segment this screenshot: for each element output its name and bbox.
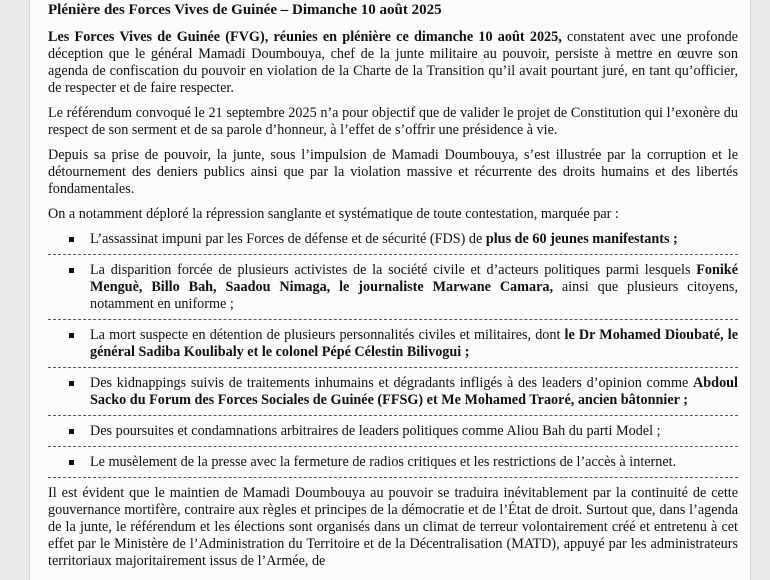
divider	[48, 367, 738, 369]
divider	[48, 477, 738, 479]
repression-list	[48, 231, 738, 479]
paragraph-3: Depuis sa prise de pouvoir, la junte, sous l’impulsion de Mamadi Doumbouya, s’est illustrée par la corruption et le détournement des deniers publics ainsi que par la violation massive et récurrente des droits humains et des libertés fondamentales.	[48, 147, 738, 197]
list-item: Le musèlement de la presse avec la fermeture de radios critiques et les restrictions de l’accès à internet.	[48, 454, 738, 471]
list-item: La disparition forcée de plusieurs activistes de la société civile et d’acteurs politiques parmi lesquels Foniké Menguè, Billo Bah, Saadou Nimaga, le journaliste Marwane Camara, ainsi que plusieurs citoyens, notamment en uniforme ;	[48, 262, 738, 313]
bullet-icon	[69, 460, 74, 465]
list-item: Des poursuites et condamnations arbitraires de leaders politiques comme Aliou Bah du parti Model ;	[48, 423, 738, 440]
list-item: Des kidnappings suivis de traitements inhumains et dégradants infligés à des leaders d’opinion comme Abdoul Sacko du Forum des Forces Sociales de Guinée (FFSG) et Me Mohamed Traoré, ancien bâtonnier ;	[48, 375, 738, 409]
paragraph-4: On a notamment déploré la répression sanglante et systématique de toute contestation, marquée par :	[48, 206, 619, 222]
bullet-icon	[69, 237, 74, 242]
divider	[48, 319, 738, 321]
paragraph-1	[48, 29, 738, 97]
bullet-icon	[69, 429, 74, 434]
divider	[48, 446, 738, 448]
document-title: Plénière des Forces Vives de Guinée – Dimanche 10 août 2025	[48, 2, 442, 18]
divider	[48, 415, 738, 417]
divider	[48, 254, 738, 256]
paragraph-1-text: constatent avec une profonde déception que le général Mamadi Doumbouya, chef de la junte militaire au pouvoir, persiste à mettre en œuvre son agenda de confiscation du pouvoir en violation de la Charte de la Transition qu’il avait pourtant juré, en tant qu’officier, de respecter et de faire respecter.	[48, 29, 738, 96]
list-item: La mort suspecte en détention de plusieurs personnalités civiles et militaires, dont le Dr Mohamed Dioubaté, le général Sadiba Koulibaly et le colonel Pépé Célestin Bilivogui ;	[48, 327, 738, 361]
paragraph-2: Le référendum convoqué le 21 septembre 2025 n’a pour objectif que de valider le projet de Constitution qui l’exonère du respect de son serment et de sa parole d’honneur, à l’effet de s’offrir une présidence à vie.	[48, 105, 738, 138]
document-page	[30, 0, 750, 580]
list-item: L’assassinat impuni par les Forces de défense et de sécurité (FDS) de plus de 60 jeunes manifestants ;	[48, 231, 738, 248]
document-body	[48, 2, 738, 578]
paragraph-5: Il est évident que le maintien de Mamadi Doumbouya au pouvoir se traduira inévitablement par la continuité de cette gouvernance mortifère, contraire aux règles et principes de la démocratie et de l’État de droit. Surtout que, dans l’agenda de la junte, le référendum et les élections sont organisés dans un climat de terreur volontairement créé et entretenu à cet effet par le Ministère de l’Administration du Territoire et de la Décentralisation (MATD), appuyé par les administrateurs territoriaux majoritairement issus de l’Armée, de	[48, 485, 738, 569]
bullet-icon	[69, 268, 74, 273]
bullet-icon	[69, 333, 74, 338]
bullet-icon	[69, 381, 74, 386]
paragraph-1-bold: Les Forces Vives de Guinée (FVG), réunies en plénière ce dimanche 10 août 2025,	[48, 29, 562, 45]
